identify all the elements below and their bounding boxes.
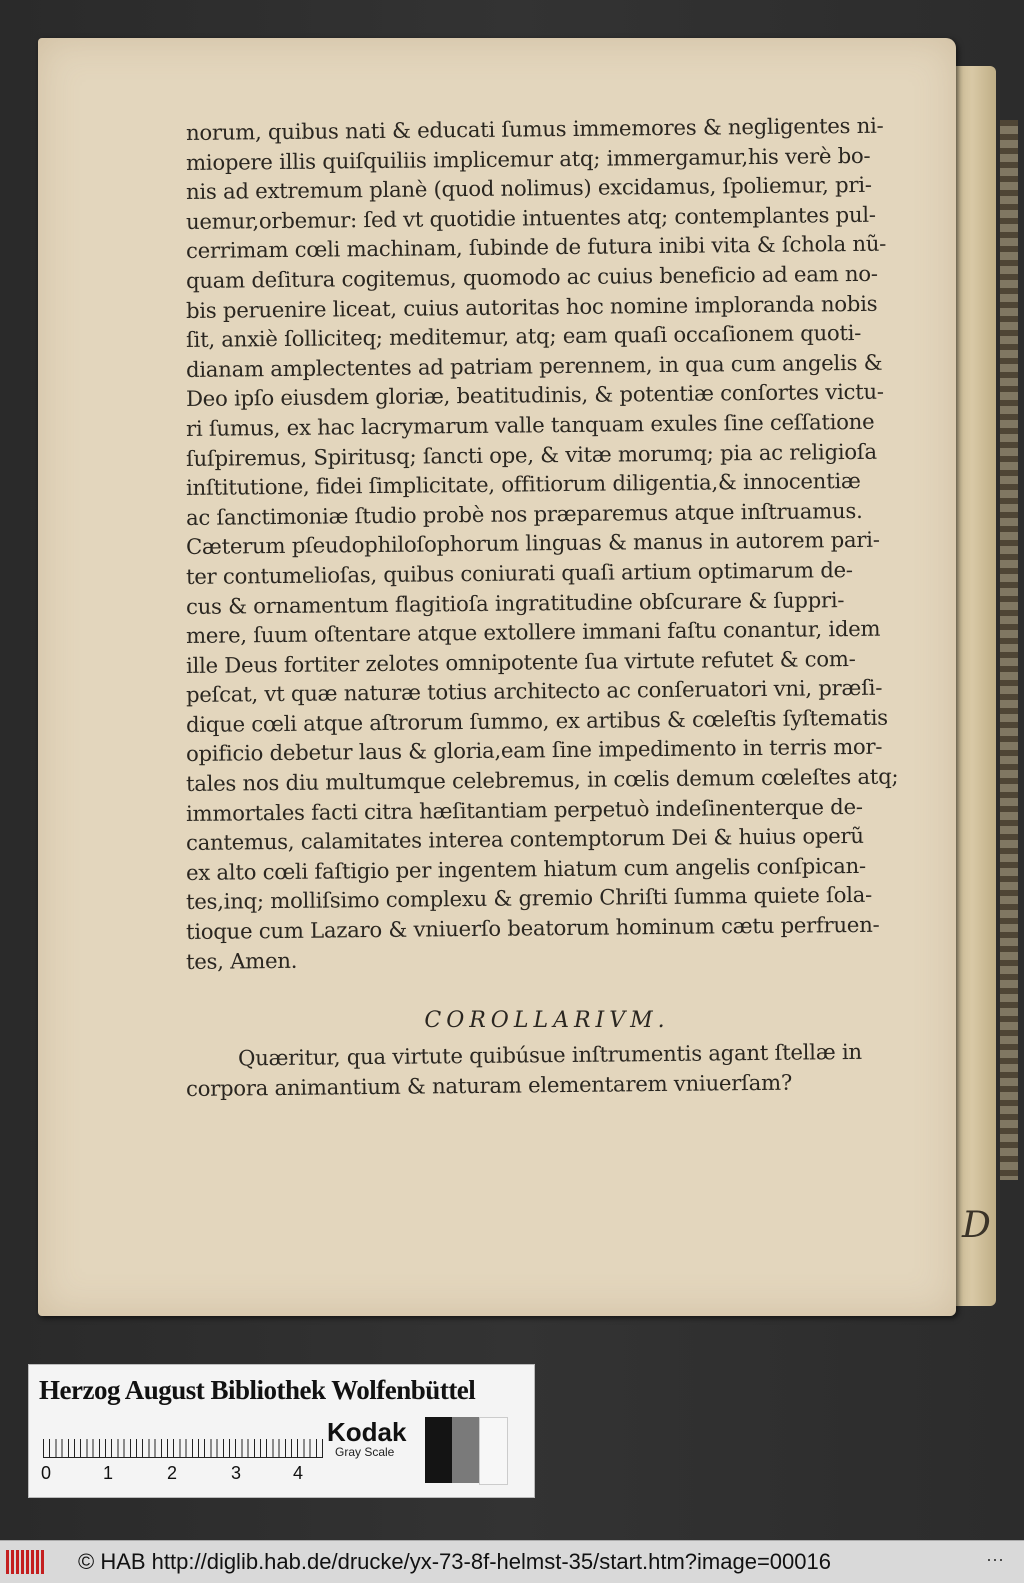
corollary-heading: COROLLARIVM.	[424, 1008, 670, 1033]
text-line: ſit, anxiè ſolliciteq; meditemur, atq; eam quaſi occaſionem quoti-	[185, 320, 862, 353]
text-line: cantemus, calamitates interea contemptorum Dei & huius operũ	[185, 823, 864, 856]
question-line: corpora animantium & naturam elementarem vniuerſam?	[185, 1069, 793, 1101]
text-line: mere, ſuum oſtentare atque extollere immani faſtu conantur, idem	[185, 615, 881, 649]
signature-mark: D	[962, 1205, 991, 1246]
ruler-number: 3	[231, 1463, 242, 1483]
text-line: cus & ornamentum flagitioſa ingratitudine obſcurare & ſuppri-	[185, 586, 845, 619]
scale-ruler	[43, 1421, 323, 1458]
text-line: ri ſumus, ex hac lacrymarum valle tanquam exules ſine ceſſatione	[185, 408, 875, 441]
text-line: tes,inq; molliſsimo complexu & gremio Chriſti ſumma quiete ſola-	[185, 882, 873, 915]
ruler-number: 1	[103, 1463, 114, 1483]
kodak-logo: Kodak	[327, 1417, 407, 1447]
text-line: immortales facti citra hæſitantiam perpetuò indeſinenterque de-	[185, 793, 863, 826]
text-line: peſcat, vt quæ naturæ totius architecto ac conſeruatori vni, præſi-	[185, 674, 883, 708]
text-line: Cæterum pſeudophiloſophorum linguas & manus in autorem pari-	[185, 527, 880, 560]
text-line: ſuſpiremus, Spiritusq; ſancti ope, & vitæ morumq; pia ac religioſa	[185, 438, 877, 471]
ruler-number: 4	[293, 1463, 304, 1483]
ruler-number: 0	[41, 1463, 52, 1483]
more-icon[interactable]: ···	[986, 1549, 1004, 1569]
library-name: Herzog August Bibliothek Wolfenbüttel	[39, 1375, 476, 1405]
text-line: norum, quibus nati & educati ſumus immemores & negligentes ni-	[185, 112, 884, 145]
next-page-edge	[956, 66, 996, 1306]
text-line: tales nos diu multumque celebremus, in cœlis demum cœleſtes atq;	[185, 763, 899, 797]
text-line: quam deſitura cogitemus, quomodo ac cuius beneficio ad eam no-	[185, 260, 878, 293]
text-line: tes, Amen.	[185, 947, 298, 974]
barcode-icon	[6, 1550, 46, 1574]
library-label-card	[28, 1364, 535, 1498]
status-bar	[0, 1540, 1024, 1583]
question-text	[185, 1038, 916, 1103]
gray-swatch-black	[425, 1417, 452, 1483]
text-line: ille Deus fortiter zelotes omnipotente ſua virtute refutet & com-	[185, 645, 856, 678]
text-line: bis peruenire liceat, cuius autoritas hoc nomine imploranda nobis	[185, 290, 878, 323]
copyright-url[interactable]: © HAB http://diglib.hab.de/drucke/yx-73-8f-helmst-35/start.htm?image=00016	[78, 1549, 831, 1574]
text-line: miopere illis quiſquiliis implicemur atq; immergamur,his verè bo-	[185, 142, 871, 175]
text-line: uemur,orbemur: ſed vt quotidie intuentes atq; contemplantes pul-	[185, 201, 876, 234]
text-line: dique cœli atque aſtrorum ſummo, ex artibus & cœleſtis ſyſtematis	[185, 704, 888, 737]
text-line: ac ſanctimoniæ ſtudio probè nos præparemus atque inſtruamus.	[185, 497, 863, 530]
text-line: dianam amplectentes ad patriam perennem, in qua cum angelis &	[185, 349, 883, 382]
text-line: Deo ipſo eiusdem gloriæ, beatitudinis, & potentiæ conſortes victu-	[185, 379, 884, 412]
body-text	[185, 112, 916, 976]
gray-scale-label: Gray Scale	[335, 1445, 395, 1459]
text-line: inſtitutione, fidei ſimplicitate, offitiorum diligentia,& innocentiæ	[185, 468, 861, 501]
question-line: Quæritur, qua virtute quibúsue inſtrumentis agant ſtellæ in	[237, 1038, 862, 1071]
gray-swatch-mid	[452, 1417, 479, 1483]
text-line: nis ad extremum planè (quod nolimus) excidamus, ſpoliemur, pri-	[185, 172, 872, 205]
gray-swatch-white	[479, 1417, 508, 1485]
text-line: opificio debetur laus & gloria,eam ſine impedimento in terris mor-	[185, 734, 883, 767]
text-line: ter contumelioſas, quibus coniurati quaſi artium optimarum de-	[185, 556, 853, 589]
text-line: ex alto cœli faſtigio per ingentem hiatum cum angelis conſpican-	[185, 852, 866, 885]
ruler-number: 2	[167, 1463, 178, 1483]
text-line: tioque cum Lazaro & vniuerſo beatorum hominum cætu perfruen-	[185, 911, 880, 945]
text-line: cerrimam cœli machinam, ſubinde de futura inibi vita & ſchola nũ-	[185, 231, 887, 264]
